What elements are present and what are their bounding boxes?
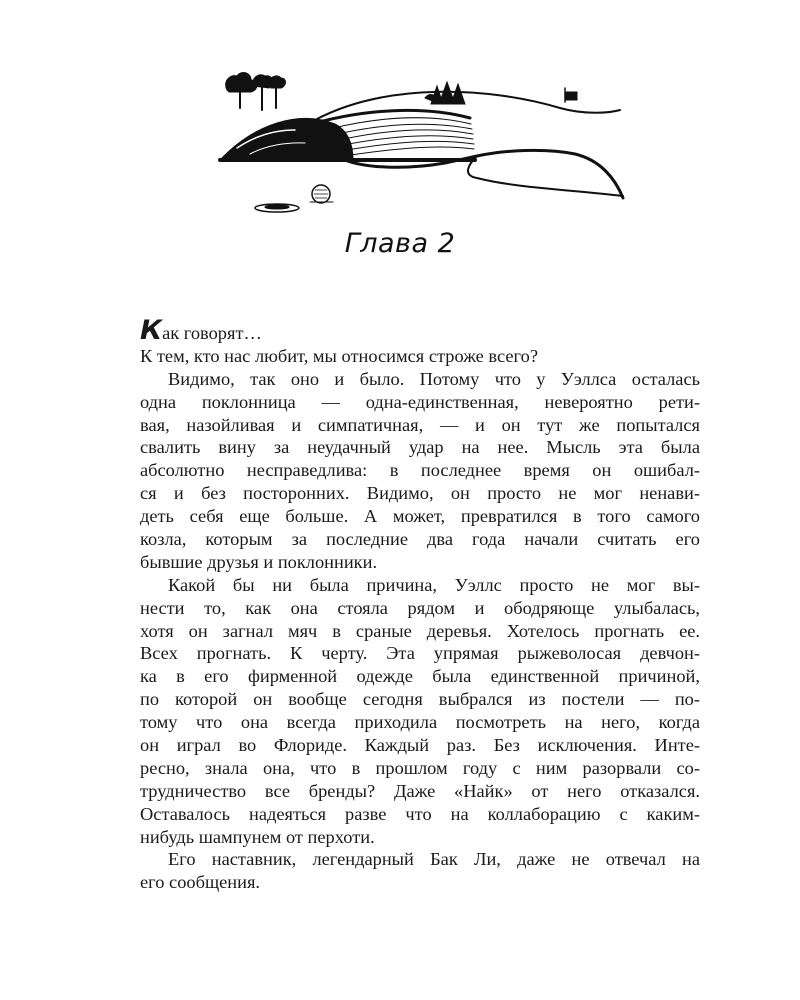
text-line: хотя он загнал мяч в сраные деревья. Хотелось прогнать ее. xyxy=(140,620,700,641)
text-line: он играл во Флориде. Каждый раз. Без исключения. Инте- xyxy=(140,735,700,756)
text-line: ся и без посторонних. Видимо, он просто не мог ненави- xyxy=(140,483,700,504)
text-line: К тем, кто нас любит, мы относимся строже всего? xyxy=(140,345,538,366)
text-line: трудничество все бренды? Даже «Найк» от него отказался. xyxy=(140,780,700,801)
drop-cap: К xyxy=(140,315,163,346)
text-line: вая, назойливая и симпатичная, — и он тут же попытался xyxy=(140,414,700,435)
text-line: Его наставник, легендарный Бак Ли, даже не отвечал на xyxy=(168,849,700,870)
text-line: деть себя еще больше. А может, превратился в того самого xyxy=(140,506,700,527)
chapter-title: Глава 2 xyxy=(344,228,456,259)
text-line: нибудь шампунем от перхоти. xyxy=(140,826,375,847)
text-line: тому что она всегда приходила посмотреть на него, когда xyxy=(140,712,700,733)
text-line: свалить вину за неудачный удар на нее. Мысль эта была xyxy=(140,437,700,458)
text-line: нести то, как она стояла рядом и ободряюще улыбалась, xyxy=(140,597,700,618)
text-line: ка в его фирменной одежде была единственной причиной, xyxy=(140,666,700,687)
text-line: его сообщения. xyxy=(140,872,261,893)
body-text xyxy=(140,315,700,894)
text-line: Видимо, так оно и было. Потому что у Уэллса осталась xyxy=(168,368,700,389)
text-line: Оставалось надеяться разве что на коллаборацию с каким- xyxy=(140,803,700,824)
text-line: Всех прогнать. К черту. Эта упрямая рыжеволосая девчон- xyxy=(140,643,700,664)
text-line: Какой бы ни была причина, Уэллс просто не мог вы- xyxy=(168,574,700,595)
text-line: Как говорят… xyxy=(140,315,262,346)
text-line: абсолютно несправедлива: в последнее время он ошибал- xyxy=(140,460,700,481)
landscape-icon xyxy=(220,73,623,212)
text-line: ресно, знала она, что в прошлом году с ним разорвали со- xyxy=(140,757,700,778)
text-line: козла, которым за последние два года начали считать его xyxy=(140,529,700,550)
text-line: бывшие друзья и поклонники. xyxy=(140,551,378,572)
chapter-illustration xyxy=(215,68,625,218)
text-line: по которой он вообще сегодня выбрался из постели — по- xyxy=(140,689,700,710)
text-line: одна поклонница — одна-единственная, невероятно рети- xyxy=(140,391,700,412)
